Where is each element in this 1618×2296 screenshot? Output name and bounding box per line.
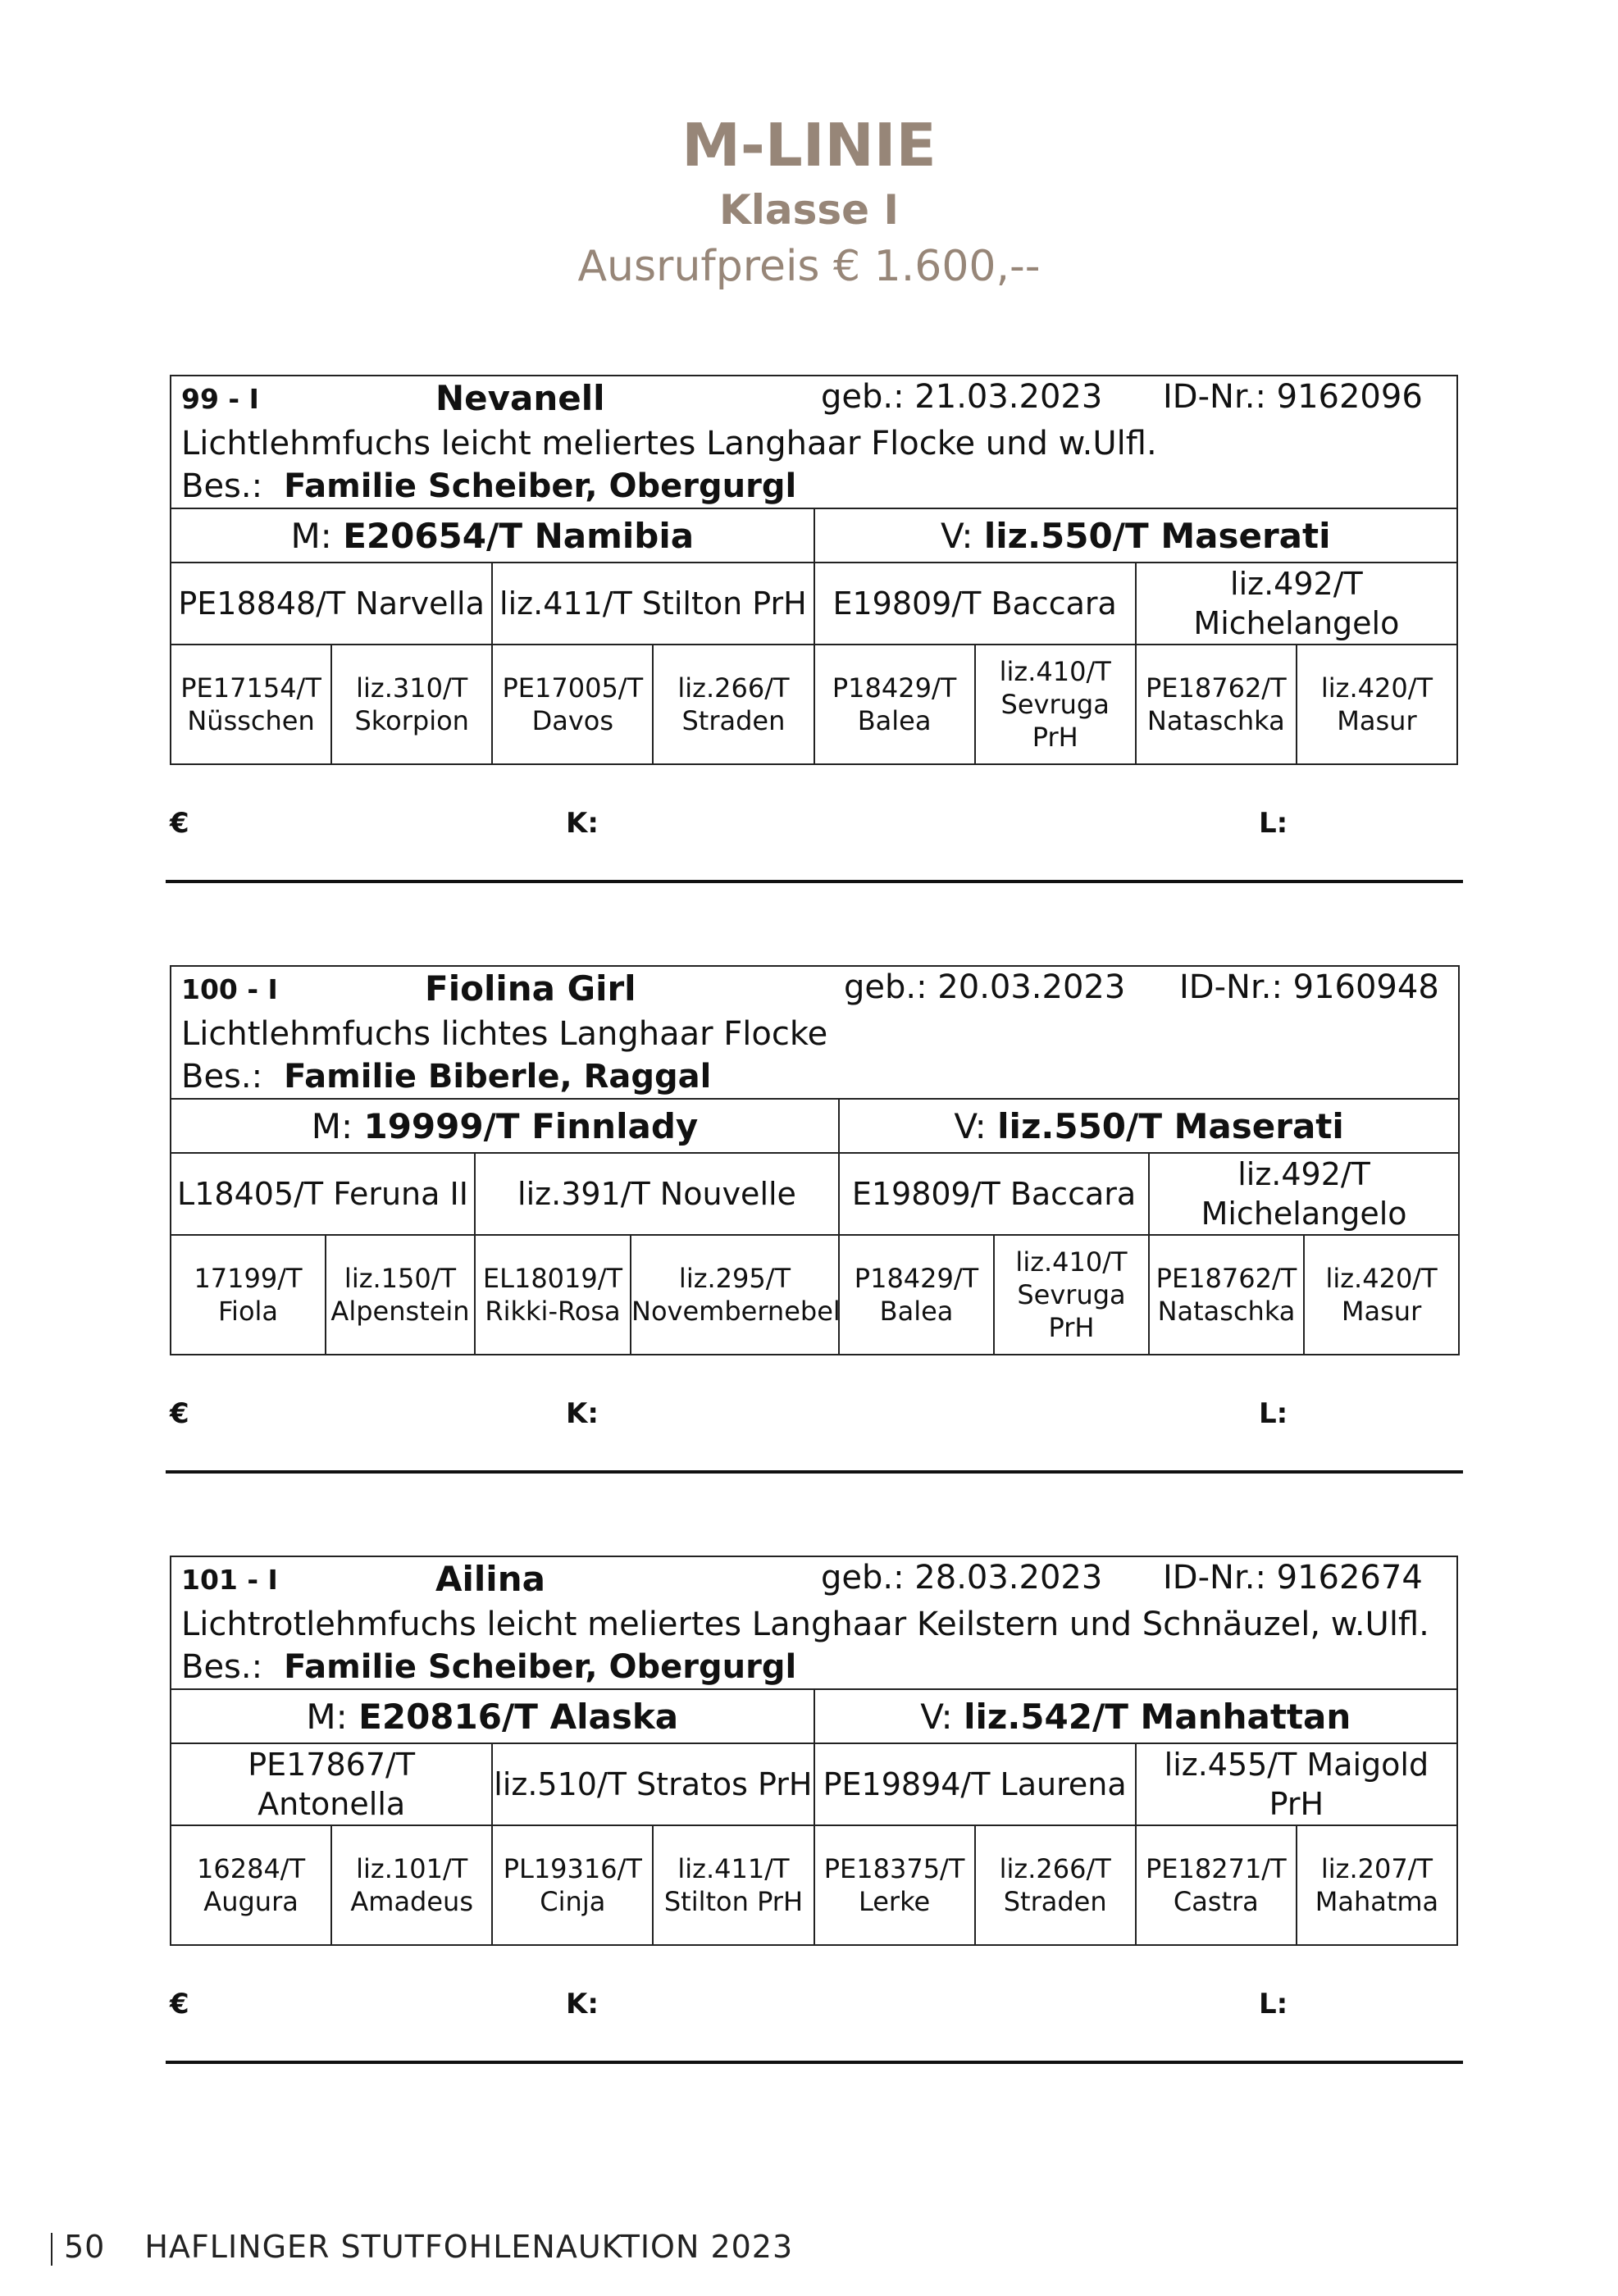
page-number: 50 [64,2229,106,2265]
grandparent-cell: liz.492/T Michelangelo [1149,1153,1459,1235]
footer-title: HAFLINGER STUTFOHLENAUKTION 2023 [144,2229,794,2265]
great-grandparent-cell: P18429/T Balea [839,1235,994,1355]
great-grandparent-cell: PE17005/T Davos [492,645,653,764]
mother-cell [171,508,814,563]
birth-date: geb.: 28.03.2023 [821,1559,1103,1597]
owner-label: Bes.: [181,1648,263,1686]
great-grandparent-cell: PE18762/T Nataschka [1149,1235,1304,1355]
id-number: ID-Nr.: 9162674 [1163,1559,1423,1597]
euro-label: € [170,1397,189,1430]
mother-name: 19999/T Finnlady [363,1105,699,1146]
great-grandparent-cell: PE18271/T Castra [1136,1825,1297,1945]
pedigree-entry [170,1556,1458,1946]
euro-label: € [170,1988,189,2020]
great-grandparent-cell: liz.411/T Stilton PrH [653,1825,814,1945]
divider-rule [166,1470,1463,1474]
mother-cell [171,1099,839,1153]
pedigree-entry [170,965,1458,1355]
owner-line [181,1646,1456,1688]
grandparent-cell: liz.391/T Nouvelle [475,1153,839,1235]
mother-prefix: M: [311,1105,353,1146]
pedigree-table [170,375,1458,765]
father-prefix: V: [941,515,973,556]
sale-line [170,1397,1458,1430]
great-grandparent-cell: PE17154/T Nüsschen [171,645,331,764]
great-grandparent-cell: liz.150/T Alpenstein [326,1235,475,1355]
great-grandparent-cell: liz.410/T Sevruga PrH [994,1235,1149,1355]
sale-line [170,1988,1458,2020]
grandparent-cell: PE17867/T Antonella [171,1743,492,1825]
class-subtitle: Klasse I [718,186,900,234]
pedigree-entry [170,375,1458,765]
id-number: ID-Nr.: 9162096 [1163,378,1423,416]
great-grandparent-cell: liz.420/T Masur [1297,645,1457,764]
owner-label: Bes.: [181,467,263,505]
entry-info [171,966,1459,1099]
grandparent-cell: E19809/T Baccara [814,563,1136,645]
mother-cell [171,1689,814,1743]
grandparent-cell: liz.411/T Stilton PrH [492,563,814,645]
starting-price: Ausrufpreis € 1.600,-- [577,242,1041,291]
owner-line [181,465,1456,508]
grandparent-cell: PE18848/T Narvella [171,563,492,645]
father-name: liz.542/T Manhattan [964,1696,1351,1737]
great-grandparent-cell: P18429/T Balea [814,645,975,764]
l-label: L: [1259,1988,1288,2020]
mother-prefix: M: [290,515,332,556]
mother-prefix: M: [306,1696,348,1737]
grandparent-cell: E19809/T Baccara [839,1153,1149,1235]
father-name: liz.550/T Maserati [983,515,1331,556]
great-grandparent-cell: PL19316/T Cinja [492,1825,653,1945]
page-header [0,108,1618,295]
owner-name: Familie Biberle, Raggal [284,1058,712,1096]
l-label: L: [1259,807,1288,840]
great-grandparent-cell: 16284/T Augura [171,1825,331,1945]
horse-name: Ailina [435,1559,545,1599]
great-grandparent-cell: PE18375/T Lerke [814,1825,975,1945]
grandparent-cell: PE19894/T Laurena [814,1743,1136,1825]
coat-description: Lichtlehmfuchs lichtes Langhaar Flocke [181,1015,828,1053]
divider-rule [166,2061,1463,2064]
footer-divider [51,2233,52,2266]
birth-date: geb.: 21.03.2023 [821,378,1103,416]
mother-name: E20816/T Alaska [358,1696,679,1737]
k-label: K: [566,1988,599,2020]
coat-description: Lichtlehmfuchs leicht meliertes Langhaar Flocke und w.Ulfl. [181,425,1157,462]
grandparent-cell: liz.455/T Maigold PrH [1136,1743,1457,1825]
great-grandparent-cell: liz.266/T Straden [975,1825,1136,1945]
great-grandparent-cell: liz.295/T Novembernebel [631,1235,839,1355]
father-cell [814,508,1458,563]
birth-date: geb.: 20.03.2023 [844,968,1126,1006]
great-grandparent-cell: EL18019/T Rikki-Rosa [475,1235,631,1355]
sale-line [170,807,1458,840]
page-footer [51,2229,793,2266]
lot-number: 99 - I [181,383,259,415]
owner-label: Bes.: [181,1058,263,1096]
pedigree-table [170,1556,1458,1946]
coat-description: Lichtrotlehmfuchs leicht meliertes Langhaar Keilstern und Schnäuzel, w.Ulfl. [181,1606,1429,1643]
pedigree-table [170,965,1460,1355]
euro-label: € [170,807,189,840]
k-label: K: [566,1397,599,1430]
grandparent-cell: liz.492/T Michelangelo [1136,563,1457,645]
lot-number: 100 - I [181,973,278,1005]
entry-info [171,376,1457,508]
id-number: ID-Nr.: 9160948 [1179,968,1439,1006]
k-label: K: [566,807,599,840]
father-cell [839,1099,1459,1153]
lot-number: 101 - I [181,1564,278,1596]
entry-info [171,1556,1457,1689]
owner-name: Familie Scheiber, Obergurgl [284,467,797,505]
father-cell [814,1689,1458,1743]
great-grandparent-cell: PE18762/T Nataschka [1136,645,1297,764]
horse-name: Nevanell [435,378,605,418]
horse-name: Fiolina Girl [425,968,636,1009]
great-grandparent-cell: liz.410/T Sevruga PrH [975,645,1136,764]
divider-rule [166,880,1463,883]
great-grandparent-cell: liz.266/T Straden [653,645,814,764]
father-name: liz.550/T Maserati [997,1105,1344,1146]
great-grandparent-cell: liz.101/T Amadeus [331,1825,492,1945]
father-prefix: V: [954,1105,987,1146]
great-grandparent-cell: liz.207/T Mahatma [1297,1825,1457,1945]
mother-name: E20654/T Namibia [343,515,695,556]
owner-name: Familie Scheiber, Obergurgl [284,1648,797,1686]
father-prefix: V: [920,1696,953,1737]
l-label: L: [1259,1397,1288,1430]
great-grandparent-cell: 17199/T Fiola [171,1235,326,1355]
grandparent-cell: liz.510/T Stratos PrH [492,1743,814,1825]
great-grandparent-cell: liz.420/T Masur [1304,1235,1459,1355]
page-title: M-LINIE [681,111,937,180]
grandparent-cell: L18405/T Feruna II [171,1153,475,1235]
owner-line [181,1055,1458,1098]
great-grandparent-cell: liz.310/T Skorpion [331,645,492,764]
